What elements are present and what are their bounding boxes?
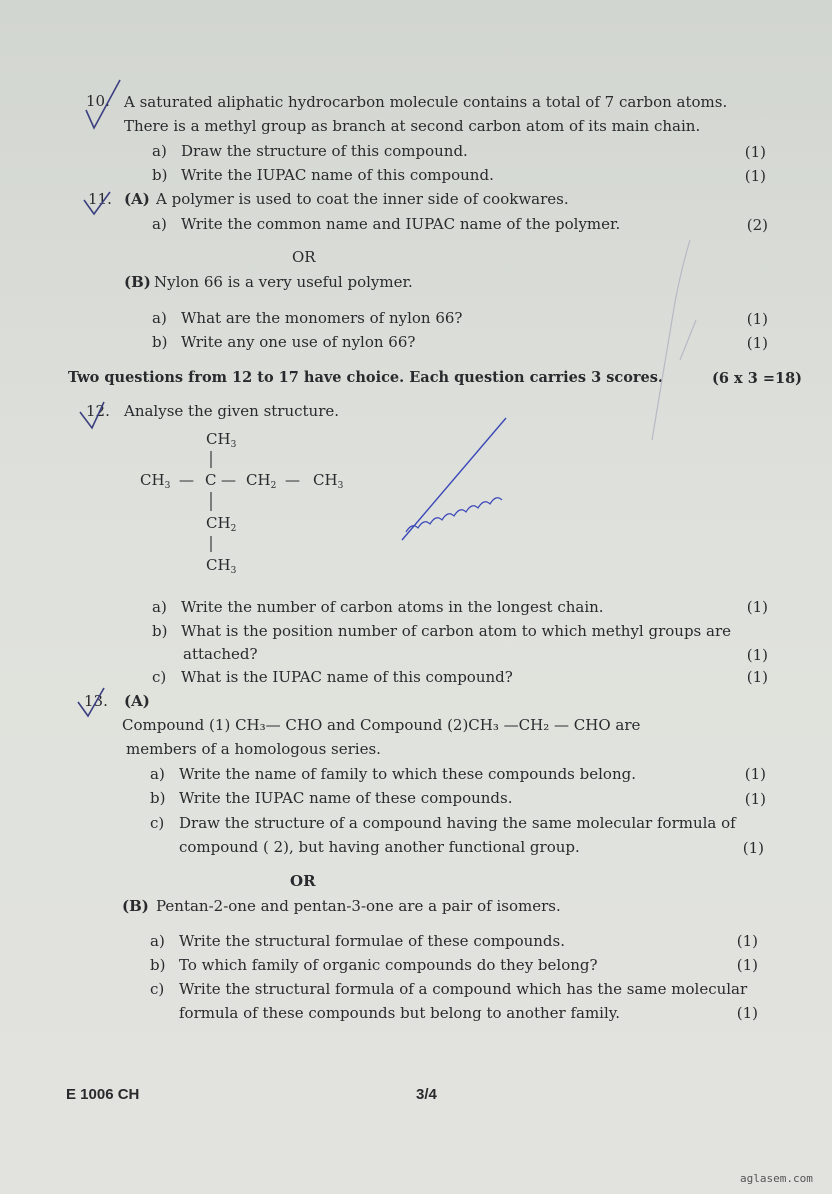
q11-a-marks: (2) bbox=[746, 216, 768, 234]
q11-a-label: a) bbox=[152, 215, 167, 233]
q13-a-marks: (1) bbox=[744, 765, 766, 783]
q13-or: OR bbox=[290, 872, 316, 890]
q12-a-label: a) bbox=[152, 598, 167, 616]
q13-ba-marks: (1) bbox=[736, 932, 758, 950]
q10-a-marks: (1) bbox=[744, 143, 766, 161]
q13-bb-text: To which family of organic compounds do they belong? bbox=[179, 956, 598, 974]
q11-ba-marks: (1) bbox=[746, 310, 768, 328]
q13-bb-marks: (1) bbox=[736, 956, 758, 974]
q13-ba-text: Write the structural formulae of these compounds. bbox=[179, 932, 566, 950]
struct-right-ch3: $CH_3$ bbox=[313, 471, 344, 491]
q12-c-marks: (1) bbox=[746, 668, 768, 686]
q10-b-text: Write the IUPAC name of this compound. bbox=[181, 166, 494, 184]
footer-code: E 1006 CH bbox=[66, 1086, 140, 1103]
q13-A-label: (A) bbox=[124, 692, 150, 710]
q13-bb-label: b) bbox=[150, 956, 166, 974]
q12-a-text: Write the number of carbon atoms in the longest chain. bbox=[181, 598, 604, 616]
q13-b-marks: (1) bbox=[744, 790, 766, 808]
q10-number: 10. bbox=[86, 92, 110, 110]
q10-a-label: a) bbox=[152, 142, 167, 160]
q13-bc-marks: (1) bbox=[736, 1004, 758, 1022]
q11-bb-text: Write any one use of nylon 66? bbox=[181, 333, 416, 351]
q13-B-text: Pentan-2-one and pentan-3-one are a pair of isomers. bbox=[156, 897, 561, 915]
q10-line1: A saturated aliphatic hydrocarbon molecule contains a total of 7 carbon atoms. bbox=[124, 93, 728, 111]
q12-a-marks: (1) bbox=[746, 598, 768, 616]
q13-B-label: (B) bbox=[122, 897, 149, 915]
struct-center-c: C bbox=[205, 471, 217, 489]
q11-a-text: Write the common name and IUPAC name of the polymer. bbox=[181, 215, 621, 233]
struct-mid-ch2: $CH_2$ bbox=[246, 471, 277, 491]
section-marks: (6 x 3 =18) bbox=[712, 370, 803, 387]
q12-intro: Analyse the given structure. bbox=[124, 402, 340, 420]
q13-bc-text2: formula of these compounds but belong to another family. bbox=[179, 1004, 621, 1022]
q13-a-text: Write the name of family to which these compounds belong. bbox=[179, 765, 636, 783]
q13-c-text2: compound ( 2), but having another functional group. bbox=[179, 838, 580, 856]
section-heading: Two questions from 12 to 17 have choice. Each question carries 3 scores. bbox=[68, 369, 663, 386]
q13-c-label: c) bbox=[150, 814, 165, 832]
q12-b-label: b) bbox=[152, 622, 168, 640]
struct-dash-2: — bbox=[221, 471, 236, 489]
q12-number: 12. bbox=[86, 402, 110, 420]
q13-a-label: a) bbox=[150, 765, 165, 783]
struct-down-ch2: $CH_2$ bbox=[206, 514, 237, 534]
q12-c-text: What is the IUPAC name of this compound? bbox=[181, 668, 513, 686]
struct-bottom-ch3: $CH_3$ bbox=[206, 556, 237, 576]
q13-b-label: b) bbox=[150, 789, 166, 807]
q11-B-text: Nylon 66 is a very useful polymer. bbox=[154, 273, 413, 291]
q12-b-marks: (1) bbox=[746, 646, 768, 664]
struct-left-ch3: $CH_3$ bbox=[140, 471, 171, 491]
struct-dash-3: — bbox=[285, 471, 300, 489]
q13-ba-label: a) bbox=[150, 932, 165, 950]
q13-c-marks: (1) bbox=[742, 839, 764, 857]
q11-ba-text: What are the monomers of nylon 66? bbox=[181, 309, 463, 327]
q11-ba-label: a) bbox=[152, 309, 167, 327]
q11-bb-label: b) bbox=[152, 333, 168, 351]
q12-b-text2: attached? bbox=[183, 645, 258, 663]
q11-number: 11. bbox=[88, 190, 112, 208]
q10-a-text: Draw the structure of this compound. bbox=[181, 142, 468, 160]
q13-c-text1: Draw the structure of a compound having the same molecular formula of bbox=[179, 814, 736, 832]
q13-bc-label: c) bbox=[150, 980, 165, 998]
footer-page: 3/4 bbox=[416, 1086, 437, 1103]
struct-dash-1: — bbox=[179, 471, 194, 489]
q13-number: 13. bbox=[84, 692, 108, 710]
watermark: aglasem.com bbox=[740, 1172, 813, 1185]
q10-b-label: b) bbox=[152, 166, 168, 184]
q10-line2: There is a methyl group as branch at second carbon atom of its main chain. bbox=[124, 117, 701, 135]
q11-bb-marks: (1) bbox=[746, 334, 768, 352]
q11-B-label: (B) bbox=[124, 273, 151, 291]
q11-A-text: A polymer is used to coat the inner side of cookwares. bbox=[156, 190, 569, 208]
q13-b-text: Write the IUPAC name of these compounds. bbox=[179, 789, 513, 807]
struct-top-ch3: $CH_3$ bbox=[206, 430, 237, 450]
q11-or: OR bbox=[292, 248, 316, 266]
q12-b-text1: What is the position number of carbon atom to which methyl groups are bbox=[181, 622, 732, 640]
q13-A-line2: members of a homologous series. bbox=[126, 740, 381, 758]
q13-bc-text1: Write the structural formula of a compound which has the same molecular bbox=[179, 980, 748, 998]
q12-c-label: c) bbox=[152, 668, 167, 686]
q11-A-label: (A) bbox=[124, 190, 150, 208]
q10-b-marks: (1) bbox=[744, 167, 766, 185]
q13-A-line1: Compound (1) CH₃— CHO and Compound (2)CH₃ —CH₂ — CHO are bbox=[122, 716, 641, 734]
